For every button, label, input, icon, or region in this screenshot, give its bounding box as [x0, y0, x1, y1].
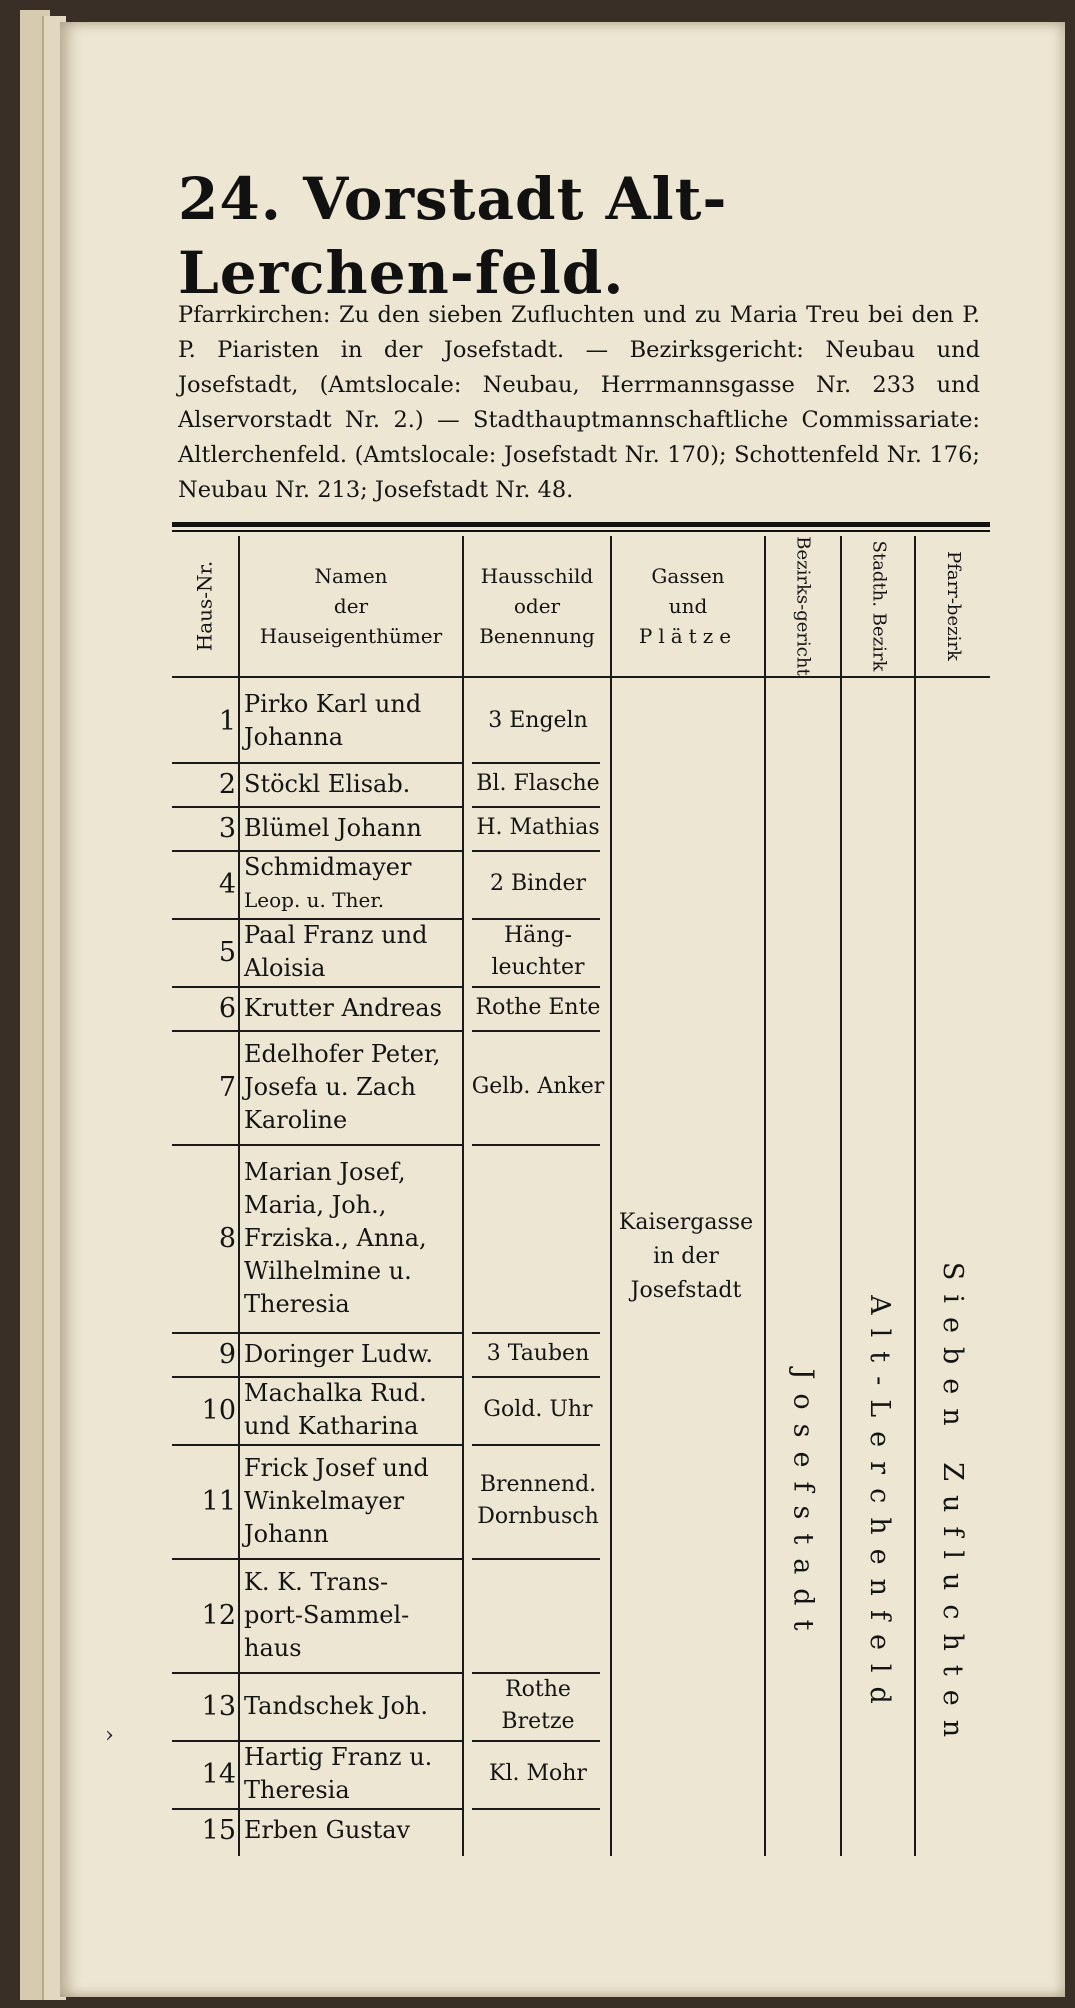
owner-line: Marian Josef,: [244, 1157, 406, 1186]
header-haus-nr-text: Haus-Nr.: [192, 560, 216, 652]
header-pfarrbezirk-text: Pfarr-bezirk: [943, 551, 965, 661]
owner-line: Hartig Franz u.: [244, 1743, 433, 1771]
header-gassen-line: Plätze: [638, 624, 738, 648]
house-sign-line: leuchter: [491, 955, 585, 980]
owner-line: Johanna: [244, 723, 344, 751]
header-namen: [240, 536, 462, 676]
house-sign-line: 3 Engeln: [488, 708, 588, 733]
house-sign-cell: [468, 1740, 608, 1808]
intro-text: Pfarrkirchen: Zu den sieben Zufluchten und zu Maria Treu bei den P. P. Piaristen in der Josefstadt. — Bezirksgericht: Neubau und Josefstadt, (Amtslocale: Neubau, Herrmannsgasse Nr. 233 und Alservorstadt Nr. 2.) — Stadthauptmannschaftliche Commissariate: Altlerchenfeld. (Amtslocale: Josefstadt Nr. 170); Schottenfeld Nr. 176; Neubau Nr. 213; Josefstadt Nr. 48.: [178, 302, 980, 503]
street-line: Kaisergasse: [618, 1210, 754, 1235]
page-title: 24. Vorstadt Alt-Lerchen-feld.: [178, 165, 728, 307]
owner-line: Pirko Karl und: [244, 690, 422, 718]
house-sign-cell: [468, 918, 608, 986]
header-stadth-bezirk: [842, 536, 914, 676]
owner-cell: [244, 1672, 456, 1740]
house-sign-line: 3 Tauben: [486, 1341, 590, 1366]
owner-line: Krutter Andreas: [244, 993, 442, 1022]
owner-cell: [244, 1376, 456, 1444]
owner-line: Leop. u. Ther.: [244, 888, 385, 912]
house-number: 1: [218, 705, 236, 737]
margin-mark: ›: [105, 1723, 114, 1748]
house-sign-line: Gold. Uhr: [483, 1397, 593, 1422]
street-line: Josefstadt: [630, 1278, 742, 1303]
owner-line: Winkelmayer: [244, 1486, 405, 1515]
header-stadth-bezirk-text: Stadth. Bezirk: [868, 540, 890, 672]
house-table: [172, 536, 990, 1856]
owner-line: Tandschek Joh.: [244, 1691, 429, 1720]
house-number: 13: [201, 1690, 236, 1722]
house-sign-cell: [468, 1144, 608, 1332]
house-sign-cell: [468, 1808, 608, 1852]
owner-line: Josefa u. Zach: [244, 1072, 417, 1101]
owner-line: Maria, Joh.,: [244, 1190, 387, 1219]
owner-cell: [244, 1558, 456, 1672]
house-number: 12: [201, 1599, 236, 1631]
house-number: 10: [201, 1394, 236, 1426]
house-sign-line: Bretze: [501, 1709, 575, 1734]
house-sign-line: Dornbusch: [477, 1504, 599, 1529]
house-sign-line: Bl. Flasche: [476, 771, 600, 796]
house-sign-cell: [468, 762, 608, 806]
owner-line: Edelhofer Peter,: [244, 1039, 441, 1068]
owner-line: Blümel Johann: [244, 813, 422, 842]
col-divider: [840, 536, 842, 1856]
bezirksgericht-cell: [768, 1368, 838, 1644]
table-top-rule-thin: [172, 530, 990, 532]
house-sign-line: 2 Binder: [490, 871, 586, 896]
header-hausschild-line: Hausschild: [480, 564, 594, 588]
house-sign-line: Brennend.: [479, 1472, 597, 1497]
header-rule: [172, 676, 990, 678]
house-number: 9: [218, 1338, 236, 1370]
header-haus-nr: [172, 536, 236, 676]
owner-line: Frick Josef und: [244, 1453, 429, 1482]
owner-cell: [244, 850, 456, 918]
owner-cell: [244, 986, 456, 1030]
header-gassen-line: und: [668, 594, 708, 618]
house-number: 4: [218, 868, 236, 900]
owner-line: Paal Franz und: [244, 921, 428, 949]
col-divider: [764, 536, 766, 1856]
house-number: 5: [218, 936, 236, 968]
header-hausschild: [464, 536, 610, 676]
house-number: 11: [201, 1485, 236, 1517]
header-bezirksgericht: [766, 536, 840, 676]
owner-line: Karoline: [244, 1105, 348, 1134]
house-sign-cell: [468, 986, 608, 1030]
house-number: 2: [218, 768, 236, 800]
owner-line: Stöckl Elisab.: [244, 769, 411, 798]
stadth-bezirk-text: Alt-Lerchenfeld: [863, 1294, 895, 1718]
house-number: 3: [218, 812, 236, 844]
owner-line: port-Sammel-: [244, 1600, 410, 1629]
house-number: 14: [201, 1758, 236, 1790]
house-sign-line: Rothe: [505, 1677, 571, 1702]
street-cell: [612, 1206, 760, 1326]
owner-cell: [244, 1144, 456, 1332]
house-sign-cell: [468, 1558, 608, 1672]
header-namen-line: Namen: [314, 564, 388, 588]
col-divider: [238, 536, 240, 1856]
house-sign-line: H. Mathias: [476, 815, 600, 840]
owner-cell: [244, 918, 456, 986]
house-sign-cell: [468, 806, 608, 850]
stadth-bezirk-cell: [844, 1294, 914, 1718]
house-sign-line: Kl. Mohr: [489, 1761, 587, 1786]
house-sign-cell: [468, 1444, 608, 1558]
owner-line: Theresia: [244, 1776, 350, 1804]
owner-line: Erben Gustav: [244, 1815, 411, 1844]
pfarrbezirk-text: Sieben Zufluchten: [937, 1261, 969, 1751]
owner-line: Wilhelmine u.: [244, 1256, 412, 1285]
owner-line: Schmidmayer: [244, 853, 412, 881]
house-number: 8: [218, 1222, 236, 1254]
house-sign-cell: [468, 680, 608, 762]
house-number: 6: [218, 992, 236, 1024]
house-sign-cell: [468, 850, 608, 918]
owner-line: K. K. Trans-: [244, 1567, 389, 1596]
bezirksgericht-text: Josefstadt: [787, 1368, 819, 1644]
owner-line: Aloisia: [244, 954, 326, 982]
pfarrbezirk-cell: [918, 1261, 988, 1751]
owner-cell: [244, 1808, 456, 1852]
header-hausschild-line: oder: [513, 594, 561, 618]
header-bezirksgericht-text: Bezirks-gericht: [793, 536, 814, 676]
owner-line: Doringer Ludw.: [244, 1339, 434, 1368]
owner-line: Machalka Rud.: [244, 1379, 427, 1407]
house-sign-line: Gelb. Anker: [471, 1074, 605, 1099]
owner-cell: [244, 1444, 456, 1558]
house-number: 7: [218, 1071, 236, 1103]
owner-line: Johann: [244, 1519, 329, 1548]
header-gassen: [612, 536, 764, 676]
table-top-rule: [172, 522, 990, 527]
owner-cell: [244, 1030, 456, 1144]
house-sign-cell: [468, 1376, 608, 1444]
col-divider: [914, 536, 916, 1856]
house-sign-cell: [468, 1672, 608, 1740]
owner-line: und Katharina: [244, 1412, 419, 1440]
house-number: 15: [201, 1814, 236, 1846]
owner-line: Frziska., Anna,: [244, 1223, 427, 1252]
header-hausschild-line: Benennung: [479, 624, 595, 648]
owner-cell: [244, 680, 456, 762]
header-namen-line: Hauseigenthümer: [259, 624, 443, 648]
header-gassen-line: Gassen: [651, 564, 725, 588]
owner-line: Theresia: [244, 1289, 350, 1318]
owner-cell: [244, 1332, 456, 1376]
header-pfarrbezirk: [916, 536, 990, 676]
header-namen-line: der: [333, 594, 369, 618]
owner-cell: [244, 1740, 456, 1808]
street-line: in der: [653, 1244, 719, 1269]
house-sign-cell: [468, 1030, 608, 1144]
house-sign-line: Häng-: [504, 923, 572, 948]
intro-paragraph: [178, 298, 980, 508]
col-divider: [462, 536, 464, 1856]
owner-cell: [244, 806, 456, 850]
col-divider: [610, 536, 612, 1856]
house-sign-line: Rothe Ente: [475, 995, 601, 1020]
house-sign-cell: [468, 1332, 608, 1376]
owner-cell: [244, 762, 456, 806]
owner-line: haus: [244, 1633, 302, 1662]
